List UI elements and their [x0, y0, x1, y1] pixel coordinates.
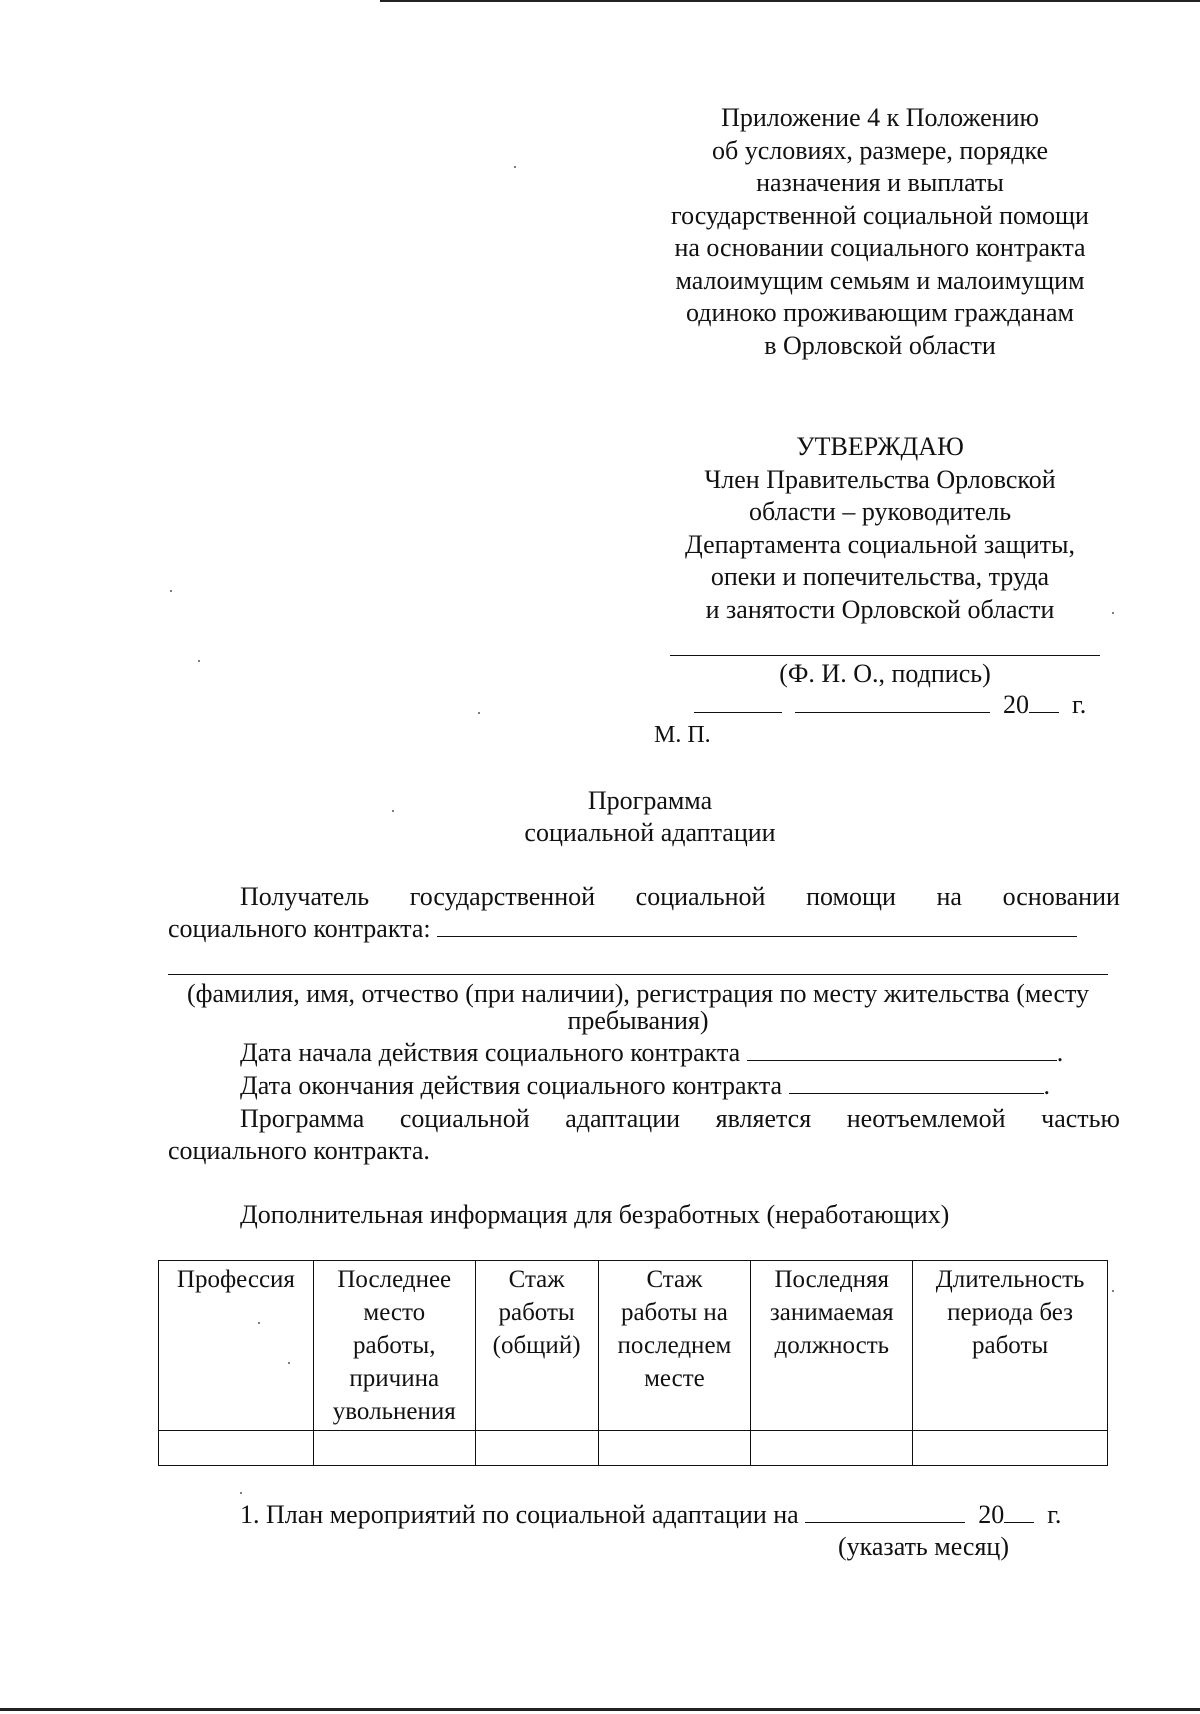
appendix-line: назначения и выплаты: [756, 168, 1004, 197]
appendix-line: малоимущим семьям и малоимущим: [675, 265, 1085, 295]
table-cell[interactable]: [751, 1431, 913, 1466]
column-header-unemployment-duration: [913, 1261, 1108, 1431]
table-cell[interactable]: [913, 1431, 1108, 1466]
appendix-line: Приложение 4 к Положению: [721, 103, 1039, 132]
approval-line: Член Правительства Орловской: [704, 464, 1056, 494]
start-date-blank[interactable]: [747, 1038, 1057, 1061]
plan-caption: (указать месяц): [838, 1532, 1010, 1561]
header-line: увольнения: [332, 1398, 456, 1425]
date-month-blank[interactable]: [795, 690, 990, 713]
date-year-prefix: 20: [1003, 690, 1029, 719]
recipient-address-blank[interactable]: [168, 974, 1108, 975]
word: социальной: [399, 1104, 530, 1133]
additional-info-table: [158, 1260, 1108, 1466]
date-suffix: г.: [1072, 690, 1087, 719]
header-line: Длительность: [935, 1266, 1085, 1293]
scan-speck: [170, 590, 172, 592]
scan-bottom-border: [0, 1708, 1200, 1711]
table-header-row: [159, 1261, 1108, 1431]
approval-date-line: [694, 690, 1086, 720]
approval-line: Департамента социальной защиты,: [685, 529, 1075, 559]
appendix-line: государственной социальной помощи: [671, 200, 1089, 230]
statement-line2: социального контракта.: [168, 1136, 430, 1165]
scan-speck: [1112, 612, 1114, 614]
plan-line: [240, 1500, 1061, 1530]
start-date-label: Дата начала действия социального контракта: [240, 1038, 741, 1067]
recipient-line: [240, 882, 1120, 912]
scan-speck: [392, 810, 394, 812]
appendix-header: [640, 102, 1120, 362]
word: неотъемлемой: [846, 1104, 1006, 1133]
program-title: Программа: [587, 786, 713, 815]
word: социальной: [635, 882, 766, 911]
plan-year-suffix: г.: [1047, 1500, 1062, 1529]
start-date-line: Дата начала действия социального контракта .: [240, 1038, 1064, 1067]
word: на: [936, 882, 962, 911]
appendix-line: об условиях, размере, порядке: [712, 135, 1048, 165]
table-cell[interactable]: [598, 1431, 751, 1466]
date-day-blank[interactable]: [694, 690, 782, 713]
recipient-name-blank[interactable]: [437, 914, 1077, 937]
header-line: (общий): [492, 1332, 581, 1359]
approval-block: [660, 431, 1100, 626]
approval-heading: УТВЕРЖДАЮ: [796, 432, 964, 461]
column-header-last-experience: [598, 1261, 751, 1431]
recipient-caption: (фамилия, имя, отчество (при наличии), регистрация по месту жительства (месту: [186, 979, 1090, 1008]
recipient-caption: пребывания): [567, 1006, 709, 1035]
end-date-blank[interactable]: [789, 1071, 1044, 1094]
header-line: должность: [774, 1332, 890, 1359]
scan-speck: [514, 166, 516, 168]
header-line: место: [363, 1299, 426, 1326]
header-line: Стаж: [646, 1266, 703, 1293]
scan-speck: [478, 712, 480, 714]
column-header-last-position: [751, 1261, 913, 1431]
table-cell[interactable]: [313, 1431, 475, 1466]
scan-top-border: [380, 0, 1200, 2]
header-line: Профессия: [176, 1266, 295, 1293]
additional-info-heading: Дополнительная информация для безработных (неработающих): [240, 1200, 950, 1229]
word: частью: [1041, 1104, 1120, 1133]
signature-line: [670, 655, 1100, 656]
approval-line: области – руководитель: [748, 497, 1012, 526]
word: основании: [1002, 882, 1120, 911]
statement-line: [240, 1104, 1120, 1134]
scan-speck: [240, 1492, 242, 1494]
program-subtitle: социальной адаптации: [524, 818, 776, 847]
end-date-line: Дата окончания действия социального контракта .: [240, 1071, 1051, 1100]
column-header-profession: [159, 1261, 314, 1431]
word: Получатель: [240, 882, 370, 911]
header-line: Последнее: [337, 1266, 452, 1293]
word: адаптации: [565, 1104, 681, 1133]
header-line: работы: [498, 1299, 575, 1326]
plan-label: 1. План мероприятий по социальной адаптации на: [240, 1500, 799, 1529]
recipient-label: [168, 914, 1077, 944]
word: Программа: [240, 1104, 365, 1133]
approval-line: опеки и попечительства, труда: [710, 562, 1050, 591]
column-header-total-experience: [475, 1261, 598, 1431]
header-line: Последняя: [774, 1266, 890, 1293]
header-line: последнем: [617, 1332, 732, 1359]
header-line: причина: [349, 1365, 440, 1392]
header-line: работы: [971, 1332, 1049, 1359]
end-date-label: Дата окончания действия социального контракта: [240, 1071, 783, 1100]
header-line: занимаемая: [769, 1299, 894, 1326]
date-year-blank[interactable]: [1029, 690, 1059, 713]
column-header-last-workplace: [313, 1261, 475, 1431]
table-cell[interactable]: [475, 1431, 598, 1466]
header-line: работы,: [353, 1332, 436, 1359]
word: государственной: [409, 882, 596, 911]
seal-mark: М. П.: [654, 722, 711, 748]
header-line: работы на: [620, 1299, 728, 1326]
scan-speck: [1112, 1290, 1114, 1292]
header-line: Стаж: [508, 1266, 565, 1293]
plan-year-blank[interactable]: [1004, 1500, 1034, 1523]
plan-year-prefix: 20: [978, 1500, 1005, 1529]
header-line: периода без: [947, 1299, 1074, 1326]
appendix-line: на основании социального контракта: [674, 233, 1086, 262]
word: является: [715, 1104, 812, 1133]
recipient-label-text: социального контракта:: [168, 914, 431, 943]
header-line: месте: [644, 1365, 705, 1392]
table-cell[interactable]: [159, 1431, 314, 1466]
appendix-line: одиноко проживающим гражданам: [686, 298, 1074, 327]
approval-line: и занятости Орловской области: [705, 594, 1055, 624]
appendix-line: в Орловской области: [764, 330, 996, 360]
signature-caption: (Ф. И. О., подпись): [779, 659, 991, 688]
plan-month-blank[interactable]: [805, 1500, 965, 1523]
word: помощи: [806, 882, 896, 911]
table-row: [159, 1431, 1108, 1466]
scan-speck: [198, 660, 200, 662]
